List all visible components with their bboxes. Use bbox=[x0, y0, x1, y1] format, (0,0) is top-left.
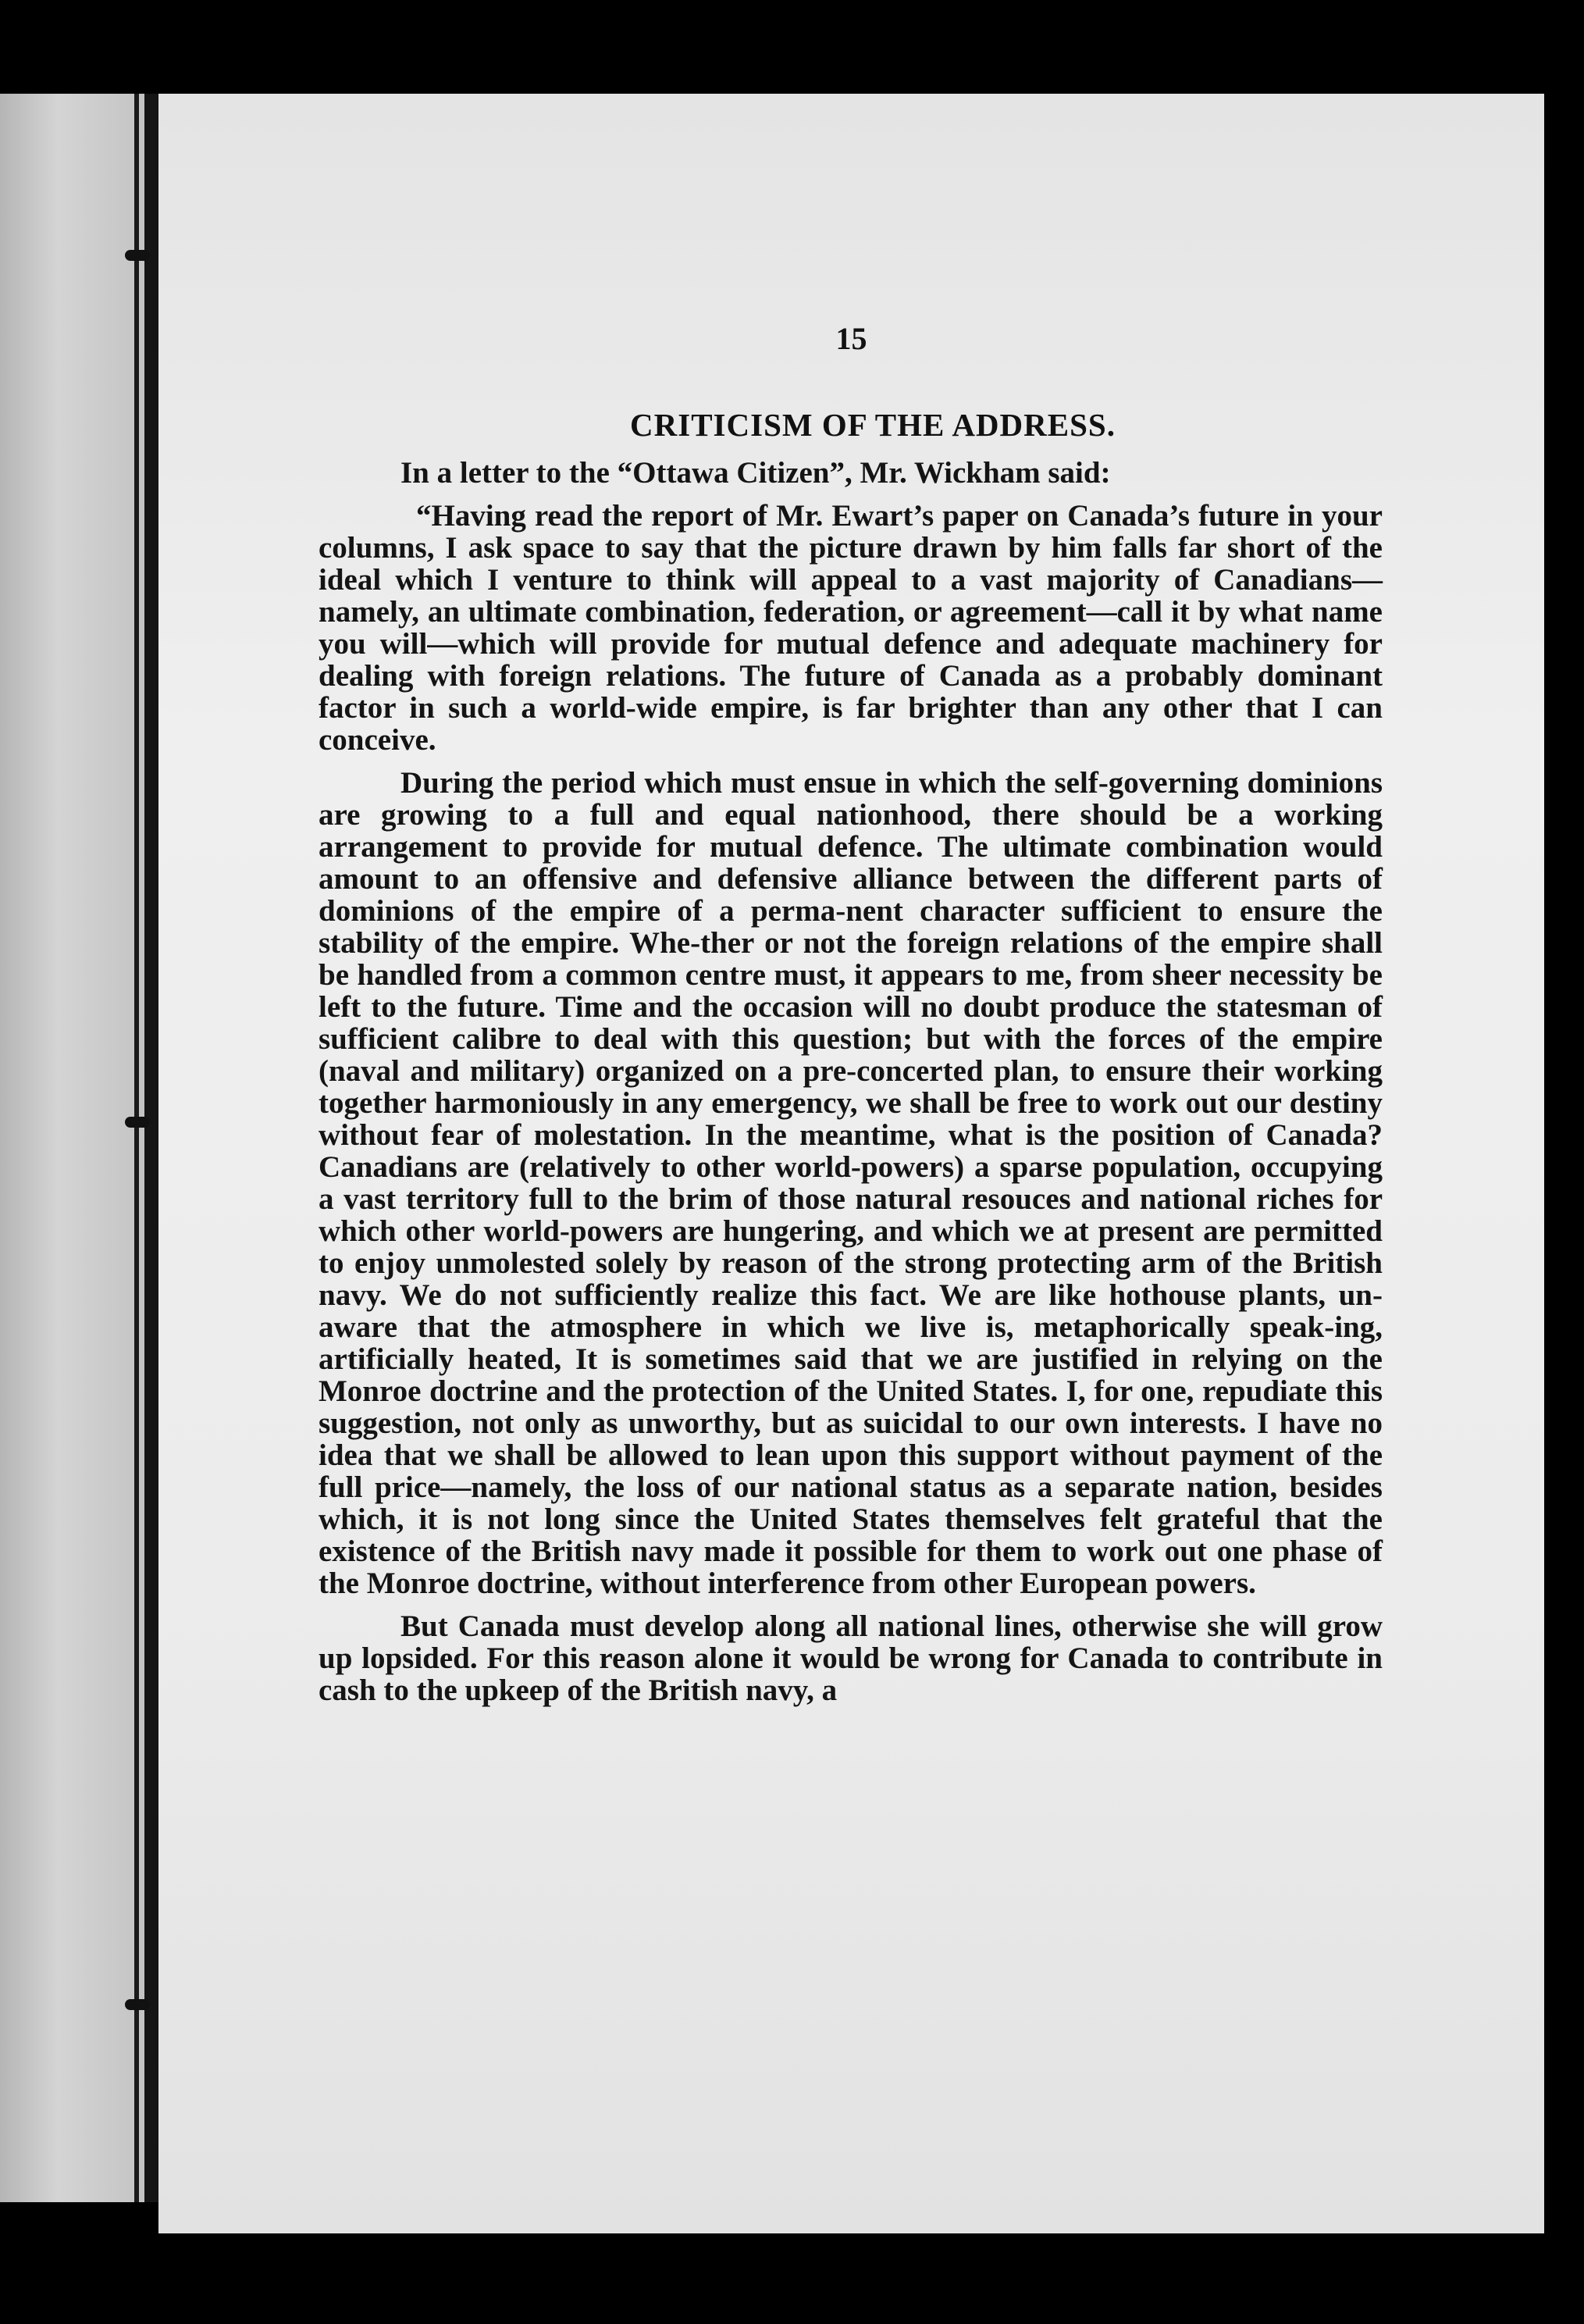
body-text bbox=[319, 457, 1383, 1717]
document-page bbox=[158, 94, 1544, 2233]
binding-stitch bbox=[125, 1999, 150, 2010]
binding-thread bbox=[134, 94, 139, 2202]
binding-stitch bbox=[125, 1117, 150, 1128]
page-number: 15 bbox=[835, 321, 867, 356]
facing-page-edge bbox=[0, 94, 144, 2202]
binding-gutter bbox=[144, 94, 158, 2202]
paragraph: In a letter to the “Ottawa Citizen”, Mr. Wickham said: bbox=[400, 456, 1111, 490]
section-heading: CRITICISM OF THE ADDRESS. bbox=[630, 407, 1116, 443]
paragraph: But Canada must develop along all national lines, otherwise she will grow up lopsided. For this reason alone it would be wrong for Canada to contribute in cash to the upkeep of the British navy, a bbox=[319, 1609, 1383, 1707]
binding-stitch bbox=[125, 250, 150, 261]
paragraph: “Having read the report of Mr. Ewart’s paper on Canada’s future in your columns, I ask space to say that the picture drawn by him falls far short of the ideal which I venture to think will appeal to a vast majority of Canadians—namely, an ultimate combination, federation, or agreement—call it by what name you will—which will provide for mutual defence and adequate machinery for dealing with foreign relations. The future of Canada as a probably dominant factor in such a world-wide empire, is far brighter than any other that I can conceive. bbox=[319, 499, 1383, 757]
paragraph: During the period which must ensue in which the self-governing dominions are growing to a full and equal nationhood, there should be a working arrangement to provide for mutual defence. The ultimate combination would amount to an offensive and defensive alliance between the different parts of dominions of the empire of a perma-nent character sufficient to ensure the stability of the empire. Whe-ther or not the foreign relations of the empire shall be handled from a common centre must, it appears to me, from sheer necessity be left to the future. Time and the occasion will no doubt produce the statesman of sufficient calibre to deal with this question; but with the forces of the empire (naval and military) organized on a pre-concerted plan, to ensure their working together harmoniously in any emergency, we shall be free to work out our destiny without fear of molestation. In the meantime, what is the position of Canada? Canadians are (relatively to other world-powers) a sparse population, occupying a vast territory full to the brim of those natural resouces and national riches for which other world-powers are hungering, and which we at present are permitted to enjoy unmolested solely by reason of the strong protecting arm of the British navy. We do not sufficiently realize this fact. We are like hothouse plants, un-aware that the atmosphere in which we live is, metaphorically speak-ing, artificially heated, It is sometimes said that we are justified in relying on the Monroe doctrine and the protection of the United States. I, for one, repudiate this suggestion, not only as unworthy, but as suicidal to our own interests. I have no idea that we shall be allowed to lean upon this support without payment of the full price—namely, the loss of our national status as a separate nation, besides which, it is not long since the United States themselves felt grateful that the existence of the British navy made it possible for them to work out one phase of the Monroe doctrine, without interference from other European powers. bbox=[319, 766, 1383, 1600]
